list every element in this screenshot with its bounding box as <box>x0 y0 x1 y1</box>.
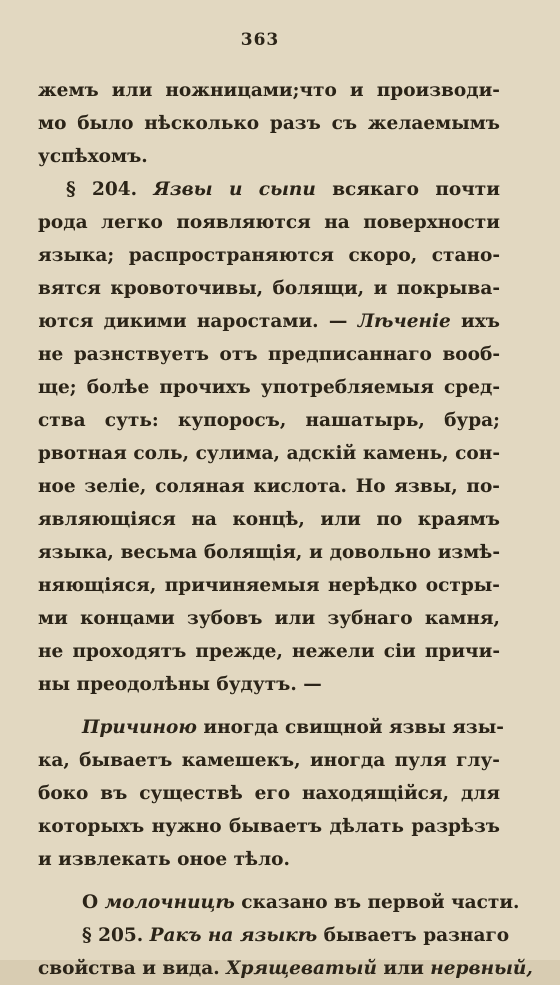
text-run: бываетъ разнаго <box>317 925 510 946</box>
text-line <box>38 239 500 272</box>
text-line <box>38 305 500 338</box>
text-line <box>38 140 500 173</box>
text-line <box>38 843 500 876</box>
text-line <box>38 371 500 404</box>
text-line <box>38 107 500 140</box>
page-text <box>38 74 533 985</box>
text-run: вятся кровоточивы, болящи, и покрыва- <box>38 278 500 299</box>
text-run: § 204. <box>66 179 154 200</box>
text-line <box>38 668 500 701</box>
text-run: и извлекать оное тѣло. <box>38 849 290 870</box>
italic-term: Хрящеватый <box>226 958 377 979</box>
text-line <box>38 711 504 744</box>
text-line <box>38 404 500 437</box>
text-line <box>38 437 500 470</box>
text-line <box>38 777 500 810</box>
text-run: успѣхомъ. <box>38 146 148 167</box>
text-run: которыхъ нужно бываетъ дѣлать разрѣзъ <box>38 816 500 837</box>
text-run: свойства и вида. <box>38 958 227 979</box>
text-run: рвотная соль, сулима, адскій камень, сон- <box>38 443 500 464</box>
text-line <box>38 744 500 777</box>
text-run: жемъ или ножницами;что и производи- <box>38 80 500 101</box>
text-run: няющіяся, причиняемыя нерѣдко остры- <box>38 575 500 596</box>
text-run: ются дикими наростами. — <box>38 311 358 332</box>
text-line <box>38 569 500 602</box>
text-line <box>38 503 500 536</box>
text-run: рода легко появляются на поверхности <box>38 212 500 233</box>
text-run: сказано въ первой части. <box>234 892 520 913</box>
text-line <box>38 886 520 919</box>
text-run: иногда свищной язвы язы- <box>196 717 504 738</box>
italic-term: Язвы и сыпи <box>153 179 316 200</box>
text-line <box>38 952 533 985</box>
text-line <box>38 470 500 503</box>
text-line <box>38 919 510 952</box>
text-run: ихъ <box>450 311 500 332</box>
text-run: не разнствуетъ отъ предписаннаго вооб- <box>38 344 500 365</box>
text-line <box>38 272 500 305</box>
italic-term: Причиною <box>82 717 197 738</box>
text-run: боко въ существѣ его находящійся, для <box>38 783 500 804</box>
italic-term: Ракъ на языкѣ <box>149 925 318 946</box>
text-run: языка; распространяются скоро, стано- <box>38 245 500 266</box>
text-run: являющіяся на концѣ, или по краямъ <box>38 509 500 530</box>
text-run: не проходятъ прежде, нежели сіи причи- <box>38 641 500 662</box>
text-line <box>38 635 500 668</box>
text-line <box>38 173 500 206</box>
text-run: ны преодолѣны будутъ. — <box>38 674 322 695</box>
text-run: мо было нѣсколько разъ съ желаемымъ <box>38 113 500 134</box>
text-run: ства суть: купоросъ, нашатырь, бура; <box>38 410 500 431</box>
text-run: ка, бываетъ камешекъ, иногда пуля глу- <box>38 750 500 771</box>
text-line <box>38 602 500 635</box>
page-number: 363 <box>240 30 280 50</box>
italic-term: нервный, <box>430 958 533 979</box>
text-line <box>38 74 500 107</box>
italic-term: Лѣченіе <box>357 311 451 332</box>
text-run: ще; болѣе прочихъ употребляемыя сред- <box>38 377 500 398</box>
text-run: § 205. <box>82 925 150 946</box>
text-line <box>38 810 500 843</box>
text-line <box>38 338 500 371</box>
text-run: О <box>82 892 105 913</box>
text-run: или <box>376 958 431 979</box>
italic-term: молочницѣ <box>104 892 235 913</box>
text-line <box>38 536 500 569</box>
text-run: языка, весьма болящія, и довольно измѣ- <box>38 542 500 563</box>
text-run: ное зеліе, соляная кислота. Но язвы, по- <box>38 476 500 497</box>
text-run: ми концами зубовъ или зубнаго камня, <box>38 608 500 629</box>
text-line <box>38 206 500 239</box>
text-run: всякаго почти <box>315 179 500 200</box>
